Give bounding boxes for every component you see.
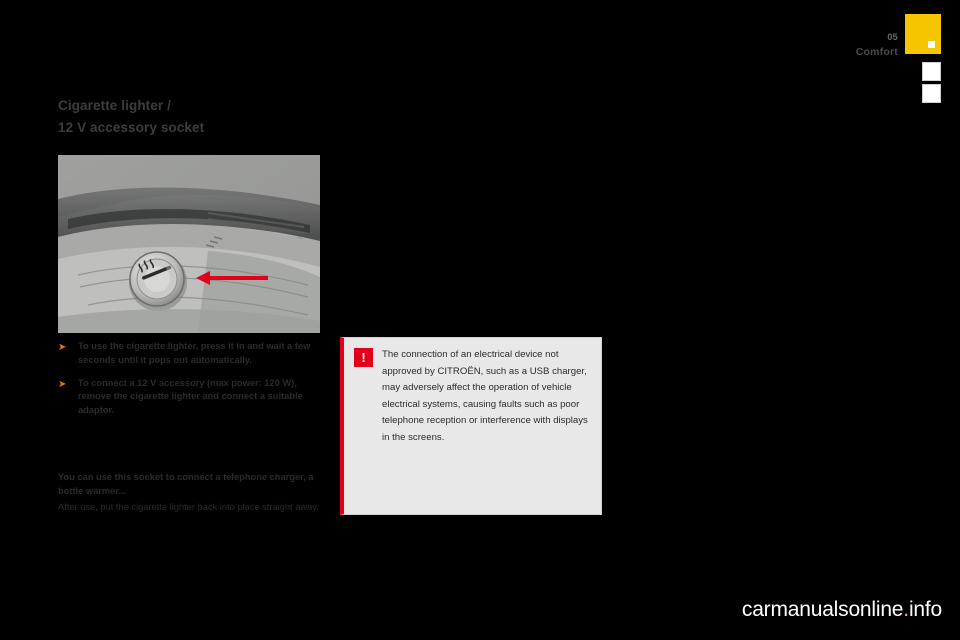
note-text: After use, put the cigarette lighter back into place straight away.: [58, 501, 319, 512]
chapter-tab-marker: [928, 41, 935, 48]
watermark-left: carmanualsonline: [741, 598, 904, 621]
watermark-right: info: [908, 598, 942, 621]
page-title-block: [58, 95, 320, 140]
chapter-index-box-2: [922, 84, 941, 103]
chapter-color-tab: [905, 14, 941, 54]
list-item-label: To use the cigarette lighter, press it in and wait a few seconds until it pops out automatically.: [78, 341, 311, 365]
watermark-dot: .: [903, 598, 909, 621]
page-title-line-2: 12 V accessory socket: [58, 120, 205, 136]
warning-text: The connection of an electrical device not approved by CITROËN, such as a USB charger, may adversely affect the operation of vehicle electrical systems, causing faults such as poor telephone reception or interference with displays in the screens.: [382, 349, 588, 443]
arrow-right-icon: ➤: [58, 342, 67, 353]
page-title-line-1: Cigarette lighter /: [58, 98, 171, 113]
list-item: [58, 340, 320, 368]
illustration-svg: [58, 155, 320, 333]
list-item: [58, 377, 320, 418]
chapter-number: 05: [887, 32, 898, 42]
instruction-list: [58, 340, 320, 427]
watermark: [742, 598, 942, 622]
chapter-index-box-1: [922, 62, 941, 81]
warning-exclamation-icon: !: [354, 348, 373, 367]
additional-notes: [58, 470, 323, 514]
arrow-right-icon: ➤: [58, 378, 67, 390]
note-bold-text: You can use this socket to connect a telephone charger, a bottle warmer...: [58, 472, 314, 497]
chapter-name: Comfort: [855, 46, 898, 58]
page-title: [58, 95, 320, 140]
list-item-label: To connect a 12 V accessory (max power: 120 W), remove the cigarette lighter and connect a suitable adaptor.: [78, 377, 303, 415]
warning-panel: [340, 337, 602, 515]
dashboard-cigarette-lighter-photo: [58, 155, 320, 333]
